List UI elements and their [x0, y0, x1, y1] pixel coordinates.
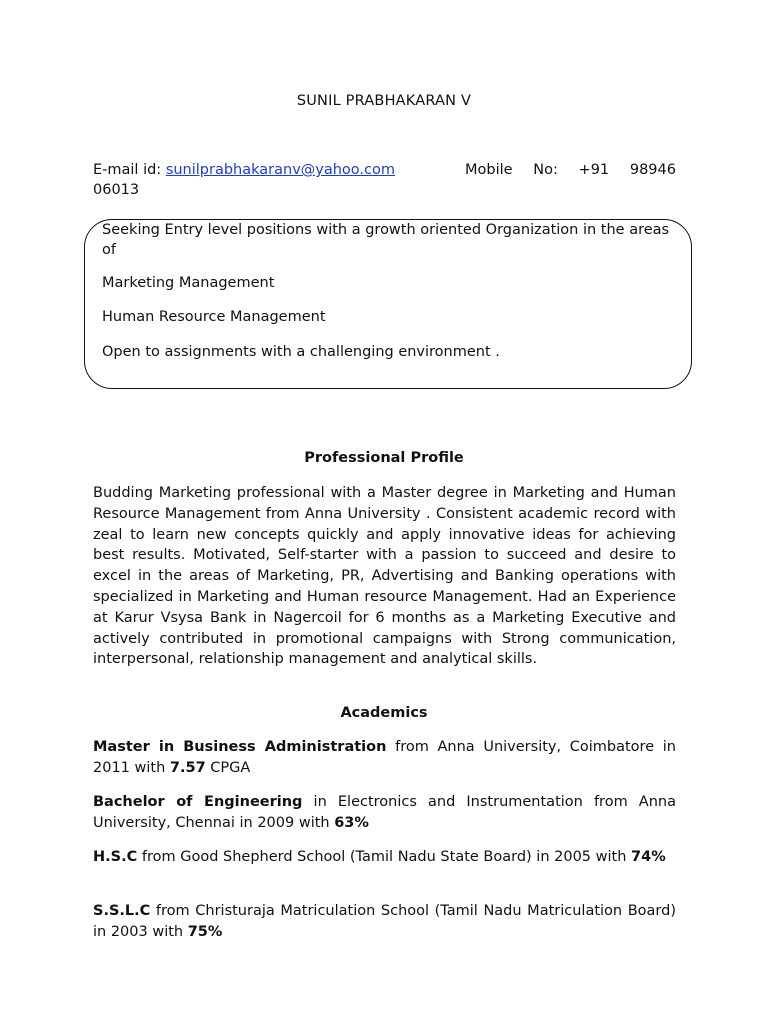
- objective-area-hr: Human Resource Management: [102, 309, 326, 325]
- academic-score: 74%: [631, 849, 666, 865]
- academic-suffix: CPGA: [205, 760, 251, 776]
- academic-degree: Bachelor of Engineering: [93, 794, 303, 810]
- academic-score: 63%: [334, 815, 369, 831]
- academic-degree: H.S.C: [93, 849, 138, 865]
- mobile-label: Mobile: [465, 162, 513, 178]
- academic-detail: from Good Shepherd School (Tamil Nadu State Board) in 2005 with: [137, 849, 632, 865]
- academic-score: 7.57: [169, 760, 206, 776]
- objective-closing: Open to assignments with a challenging environment .: [102, 344, 500, 360]
- candidate-name: SUNIL PRABHAKARAN V: [296, 93, 472, 109]
- objective-area-marketing: Marketing Management: [102, 275, 275, 291]
- academic-item-be: [93, 792, 676, 834]
- academic-item-sslc: [93, 901, 676, 943]
- mobile-line: [465, 160, 676, 180]
- academic-detail: in Electronics and Instrumentation from Anna University, Chennai in 2009 with: [93, 794, 676, 831]
- profile-heading: Professional Profile: [304, 450, 464, 466]
- academic-detail: from Christuraja Matriculation School (Tamil Nadu Matriculation Board) in 2003 with: [93, 903, 676, 940]
- contact-block: [93, 160, 676, 200]
- objective-intro: Seeking Entry level positions with a growth oriented Organization in the areas of: [102, 222, 670, 258]
- academic-item-mba: [93, 737, 676, 779]
- mobile-number-part2: 06013: [93, 182, 140, 198]
- mobile-number-part1: 98946: [629, 162, 676, 178]
- email-line: [93, 160, 395, 180]
- email-link[interactable]: sunilprabhakaranv@yahoo.com: [165, 162, 396, 178]
- email-label: E-mail id:: [93, 162, 162, 178]
- academic-detail: from Anna University, Coimbatore in 2011 with: [93, 739, 677, 776]
- profile-text: Budding Marketing professional with a Master degree in Marketing and Human Resource Management from Anna University . Consistent academic record with zeal to learn new concepts quickly and apply innovative ideas for achieving best results. Motivated, Self-starter with a passion to succeed and desire to excel in the areas of Marketing, PR, Advertising and Banking operations with specialized in Marketing and Human resource Management. Had an Experience at Karur Vsysa Bank in Nagercoil for 6 months as a Marketing Executive and actively contributed in promotional campaigns with Strong communication, interpersonal, relationship management and analytical skills.: [93, 485, 676, 668]
- academic-score: 75%: [187, 924, 223, 940]
- academics-heading: Academics: [340, 705, 428, 721]
- academic-degree: S.S.L.C: [93, 903, 151, 919]
- objective-box: [84, 219, 692, 389]
- academic-item-hsc: [93, 847, 676, 868]
- mobile-country-code: +91: [578, 162, 610, 178]
- mobile-no-label: No:: [533, 162, 558, 178]
- academic-degree: Master in Business Administration: [93, 739, 387, 755]
